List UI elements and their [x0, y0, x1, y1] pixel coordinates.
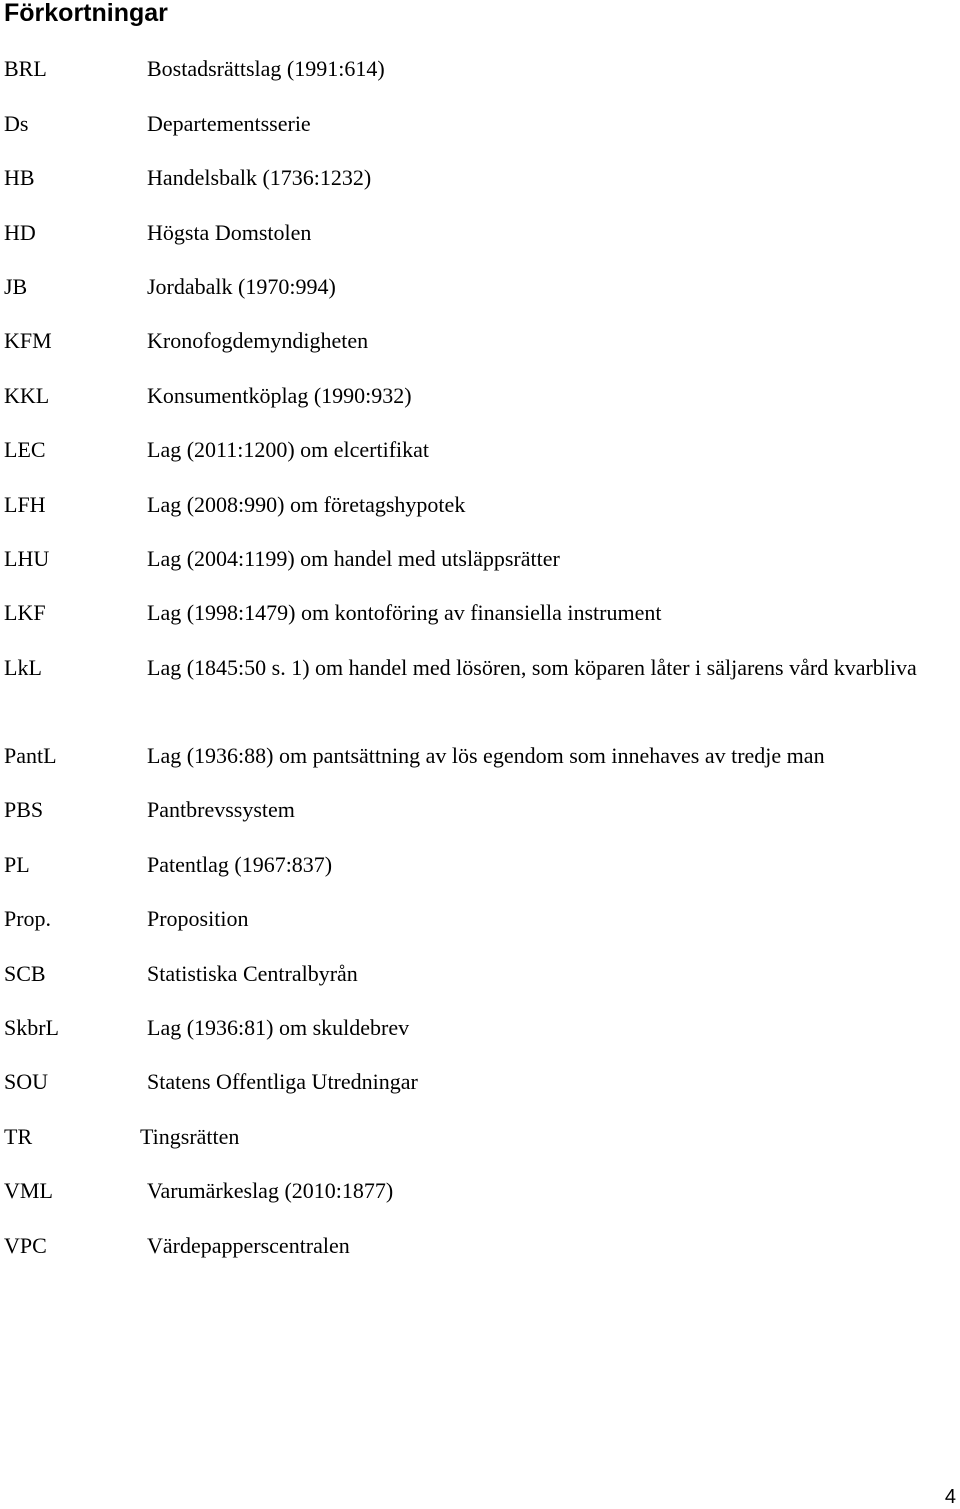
abbreviation: Prop. [4, 906, 52, 931]
abbreviation-meaning: Tingsrätten [140, 1124, 240, 1149]
abbreviation-meaning: Konsumentköplag (1990:932) [147, 383, 412, 408]
abbreviation-meaning: Departementsserie [147, 111, 311, 136]
abbreviation-entry-lkl [4, 652, 944, 718]
abbreviation-meaning: Bostadsrättslag (1991:614) [147, 56, 385, 81]
abbreviation-meaning: Varumärkeslag (2010:1877) [147, 1178, 394, 1203]
abbreviation-meaning: Lag (1998:1479) om kontoföring av finansiella instrument [147, 600, 662, 625]
abbreviation-meaning: Pantbrevssystem [147, 797, 295, 822]
abbreviation: HD [4, 220, 36, 245]
abbreviation: TR [4, 1124, 33, 1149]
abbreviation: VML [4, 1178, 53, 1203]
abbreviation-meaning: Värdepapperscentralen [147, 1233, 350, 1258]
abbreviation: SOU [4, 1069, 49, 1094]
abbreviation: LHU [4, 546, 50, 571]
abbreviation: KFM [4, 328, 52, 353]
abbreviation: PantL [4, 743, 57, 768]
abbreviation: LFH [4, 492, 46, 517]
abbreviation-meaning: Högsta Domstolen [147, 220, 312, 245]
abbreviation-meaning: Handelsbalk (1736:1232) [147, 165, 372, 190]
abbreviation: JB [4, 274, 28, 299]
abbreviation-meaning: Statistiska Centralbyrån [147, 961, 358, 986]
abbreviation-meaning: Lag (2008:990) om företagshypotek [147, 492, 466, 517]
abbreviation-meaning: Statens Offentliga Utredningar [147, 1069, 418, 1094]
abbreviation-meaning: Lag (2004:1199) om handel med utsläppsrätter [147, 546, 560, 571]
abbreviation-meaning: Patentlag (1967:837) [147, 852, 333, 877]
abbreviation: PL [4, 852, 30, 877]
abbreviation: HB [4, 165, 35, 190]
page-number: 4 [944, 1486, 956, 1508]
abbreviation: BRL [4, 56, 47, 81]
abbreviation: Ds [4, 111, 29, 136]
abbreviation-meaning: Kronofogdemyndigheten [147, 328, 369, 353]
page-title: Förkortningar [4, 0, 168, 27]
abbreviation: SCB [4, 961, 46, 986]
abbreviation-meaning: Lag (2011:1200) om elcertifikat [147, 437, 430, 462]
abbreviation: LKF [4, 600, 46, 625]
abbreviation: KKL [4, 383, 50, 408]
abbreviation-meaning: Jordabalk (1970:994) [147, 274, 336, 299]
abbreviation: SkbrL [4, 1015, 59, 1040]
abbreviation-meaning: Lag (1936:88) om pantsättning av lös egendom som innehaves av tredje man [147, 743, 825, 768]
abbreviation-meaning: Proposition [147, 906, 249, 931]
abbreviation: LkL [4, 655, 42, 680]
abbreviation: PBS [4, 797, 44, 822]
abbreviation: LEC [4, 437, 46, 462]
abbreviation-meaning: Lag (1845:50 s. 1) om handel med lösören, som köparen låter i säljarens vård kvarbliva [147, 655, 917, 680]
abbreviation: VPC [4, 1233, 47, 1258]
abbreviation-meaning: Lag (1936:81) om skuldebrev [147, 1015, 410, 1040]
